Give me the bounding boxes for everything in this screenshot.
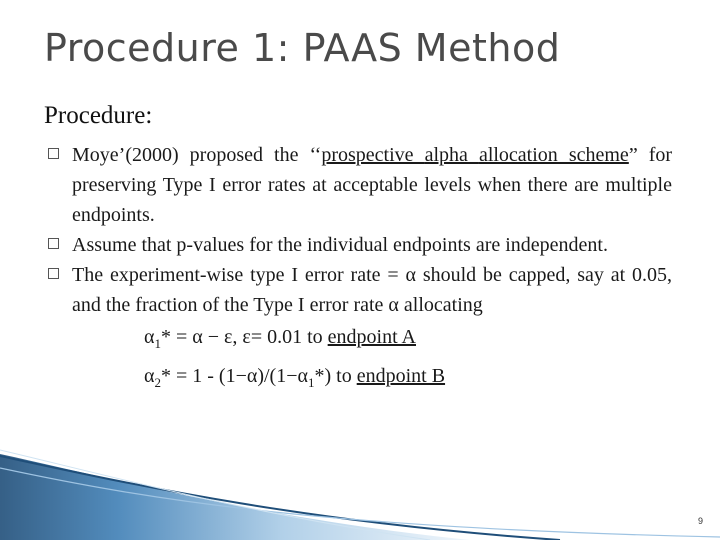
checkbox-bullet-icon bbox=[48, 238, 59, 249]
checkbox-bullet-icon bbox=[48, 268, 59, 279]
underlined-term: allocation scheme bbox=[478, 144, 629, 166]
endpoint-label: endpoint A bbox=[327, 326, 416, 348]
formula-line bbox=[48, 361, 672, 398]
subscript: 1 bbox=[154, 336, 161, 351]
bullet-text: Moye’(2000) proposed the ‘‘ bbox=[72, 144, 322, 166]
underlined-term: prospective bbox=[321, 144, 425, 166]
formula-line bbox=[48, 322, 672, 359]
checkbox-bullet-icon bbox=[48, 148, 59, 159]
bullet-item bbox=[48, 140, 672, 230]
formula-text: * = 1 - (1−α)/(1−α bbox=[160, 365, 308, 387]
bullet-item bbox=[48, 230, 672, 260]
formula-text: *) to bbox=[314, 365, 357, 387]
bullet-text: ” for preserving Type I error rates at acceptable levels when there are multiple endpoints. bbox=[72, 144, 673, 226]
bullet-text: Assume that p-values for the individual endpoints are independent. bbox=[72, 234, 608, 256]
alpha-symbol: α bbox=[144, 365, 155, 387]
underlined-term: alpha bbox=[424, 144, 479, 166]
slide-title: Procedure 1: PAAS Method bbox=[44, 26, 561, 70]
subscript: 1 bbox=[307, 375, 315, 390]
alpha-symbol: α bbox=[144, 326, 155, 348]
subscript: 2 bbox=[154, 375, 161, 390]
endpoint-label: endpoint B bbox=[356, 365, 446, 387]
bullet-item bbox=[48, 260, 672, 320]
bullet-text: The experiment-wise type I error rate = α should be capped, say at 0.05, and the fraction of the Type I error rate α allocating bbox=[72, 264, 672, 316]
slide-body bbox=[48, 140, 672, 398]
decorative-swoosh bbox=[0, 440, 720, 540]
section-heading: Procedure: bbox=[44, 102, 153, 129]
page-number: 9 bbox=[697, 516, 703, 526]
formula-text: * = α − ε, ε= 0.01 to bbox=[160, 326, 328, 348]
